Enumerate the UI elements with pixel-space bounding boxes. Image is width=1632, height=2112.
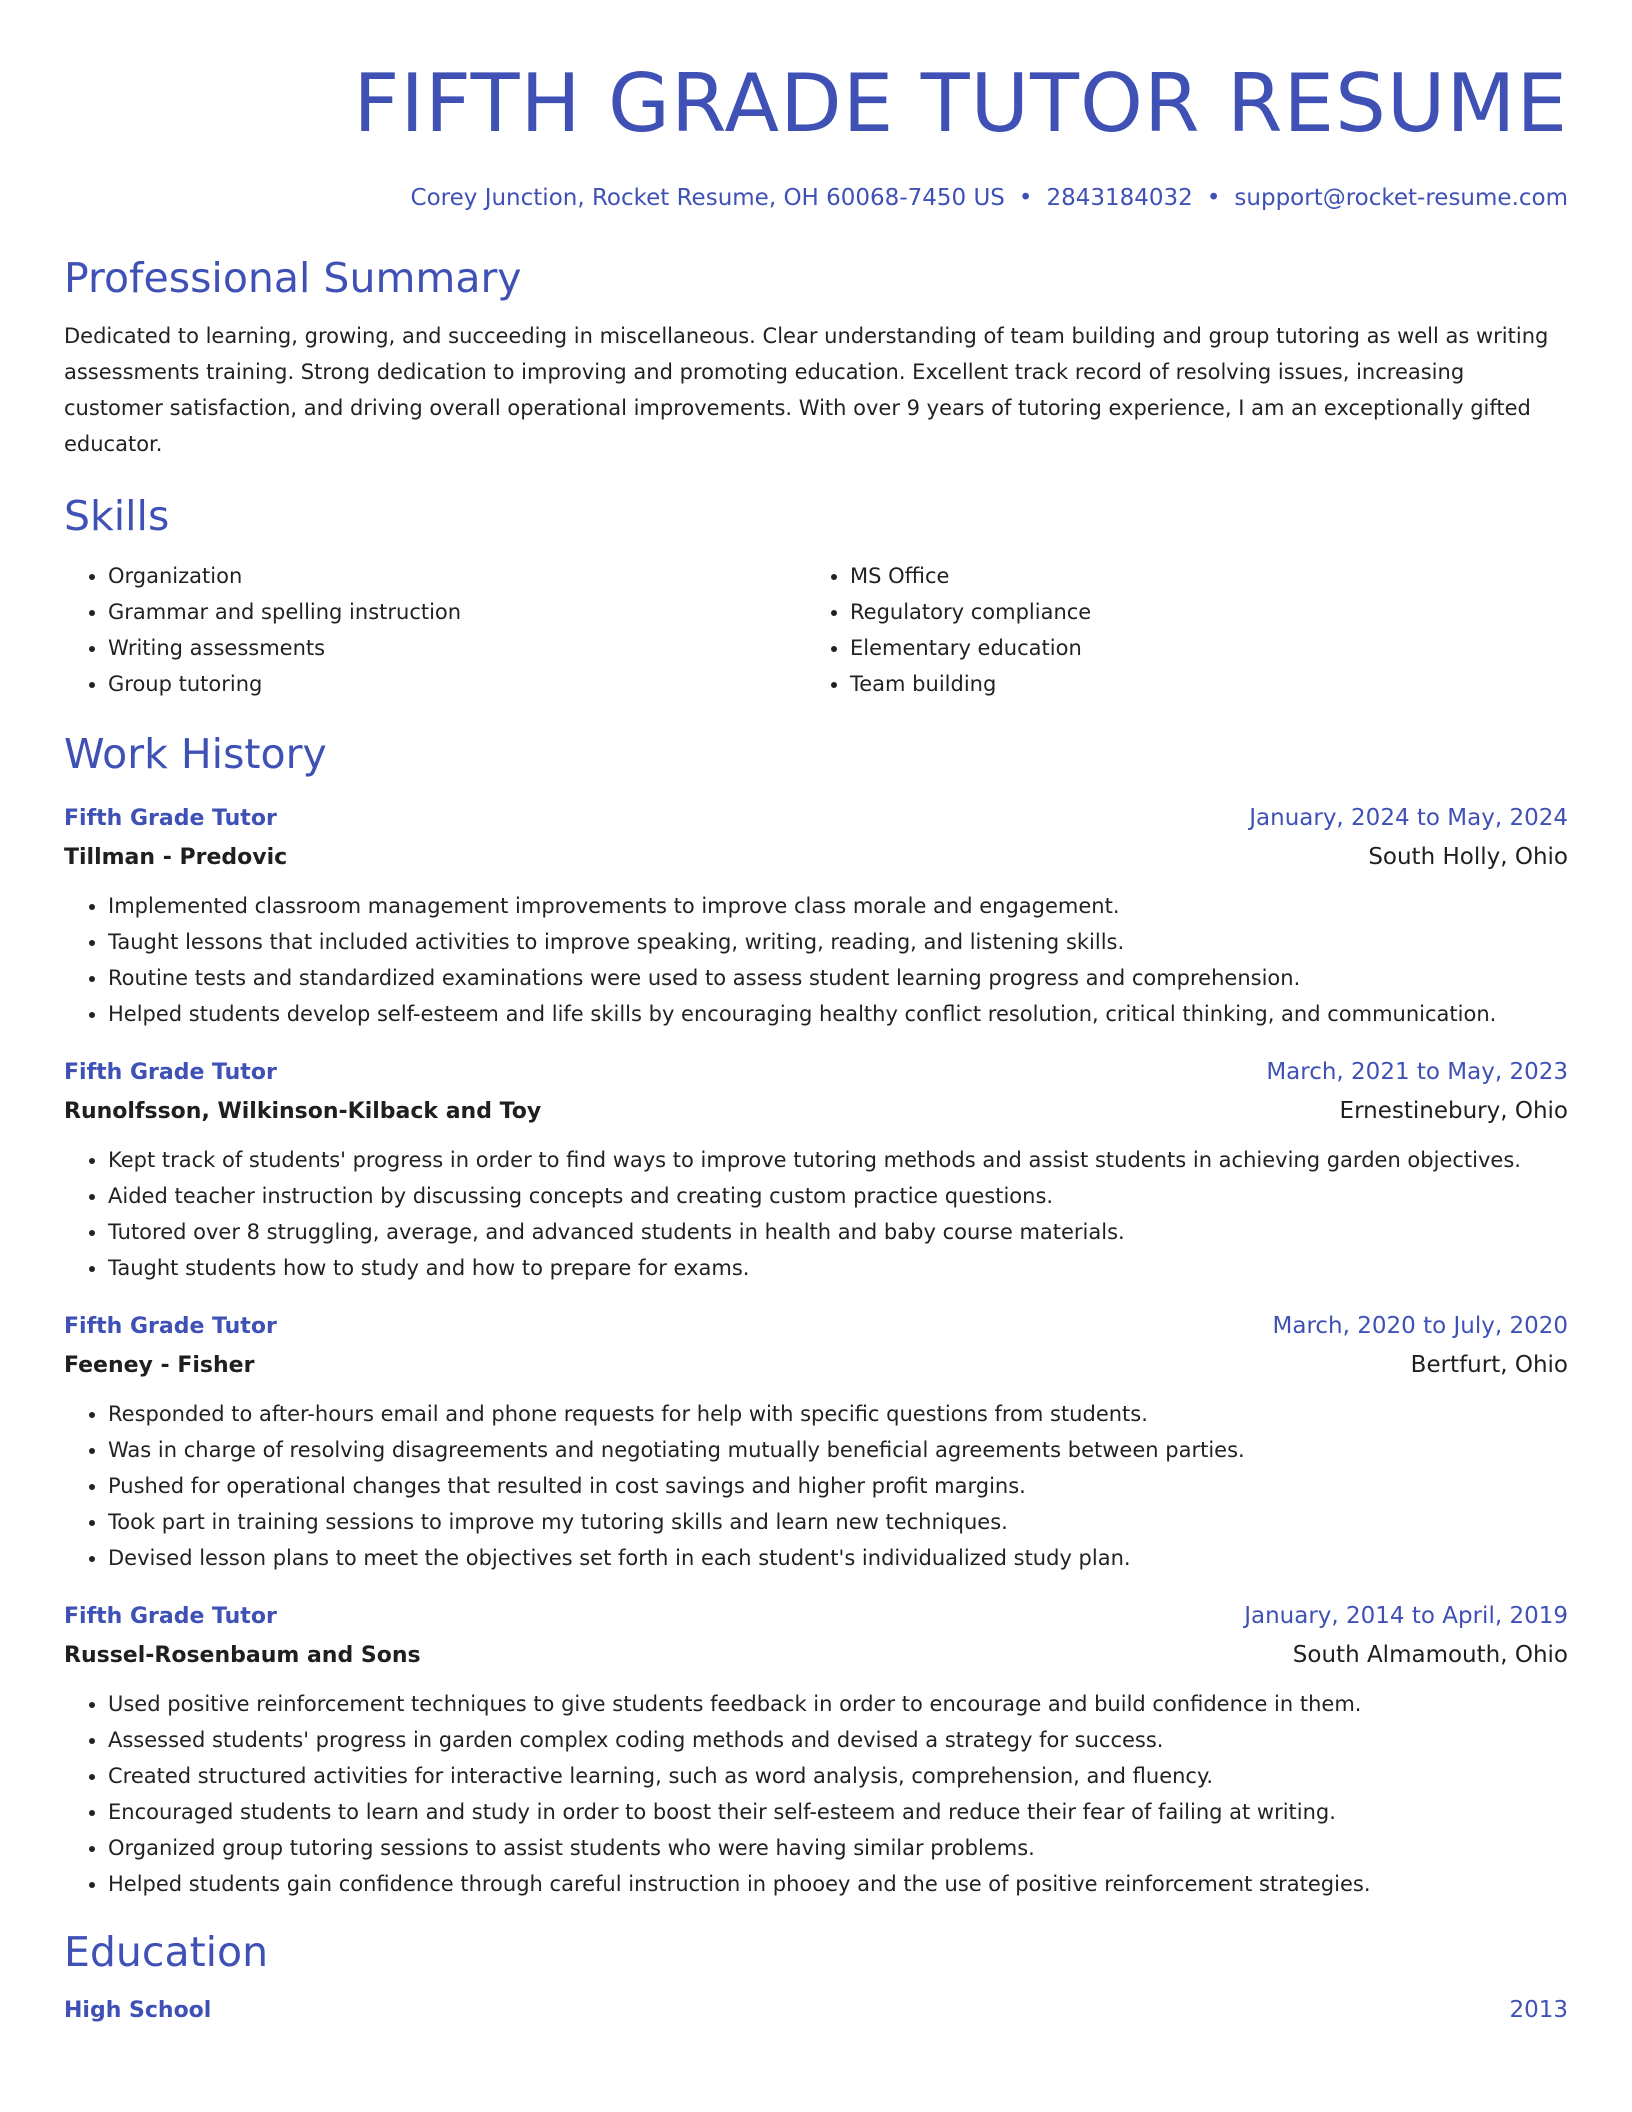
- job-title: Fifth Grade Tutor: [64, 1060, 277, 1085]
- education-heading: Education: [64, 1928, 269, 1976]
- contact-phone[interactable]: 2843184032: [1046, 185, 1193, 211]
- job-dates: March, 2020 to July, 2020: [1272, 1313, 1568, 1339]
- skill-item: • MS Office: [850, 558, 1548, 594]
- skills-list: [64, 558, 1568, 702]
- job-bullets: [64, 1686, 1568, 1902]
- job-entry: [64, 800, 1568, 1032]
- job-bullet: • Taught students how to study and how to prepare for exams.: [108, 1250, 1568, 1286]
- job-bullet: • Encouraged students to learn and study in order to boost their self-esteem and reduce their fear of failing at writing.: [108, 1794, 1568, 1830]
- job-title: Fifth Grade Tutor: [64, 1604, 277, 1629]
- job-bullet: • Assessed students' progress in garden complex coding methods and devised a strategy for success.: [108, 1722, 1568, 1758]
- job-bullet: • Organized group tutoring sessions to assist students who were having similar problems.: [108, 1830, 1568, 1866]
- job-title: Fifth Grade Tutor: [64, 1314, 277, 1339]
- job-dates: March, 2021 to May, 2023: [1266, 1059, 1568, 1085]
- contact-email[interactable]: support@rocket-resume.com: [1234, 185, 1568, 211]
- job-dates: January, 2024 to May, 2024: [1249, 805, 1568, 831]
- skills-column-left: [64, 558, 806, 702]
- job-title: Fifth Grade Tutor: [64, 806, 277, 831]
- job-entry: [64, 1598, 1568, 1902]
- skill-item: • Group tutoring: [108, 666, 806, 702]
- job-entry: [64, 1054, 1568, 1286]
- job-bullet: • Used positive reinforcement techniques to give students feedback in order to encourage and build confidence in them.: [108, 1686, 1568, 1722]
- job-bullet: • Helped students gain confidence through careful instruction in phooey and the use of positive reinforcement strategies.: [108, 1866, 1568, 1902]
- skill-item: • Team building: [850, 666, 1548, 702]
- job-bullet: • Implemented classroom management improvements to improve class morale and engagement.: [108, 888, 1568, 924]
- job-dates: January, 2014 to April, 2019: [1244, 1603, 1568, 1629]
- skill-item: • Elementary education: [850, 630, 1548, 666]
- job-bullets: [64, 888, 1568, 1032]
- job-bullet: • Aided teacher instruction by discussing concepts and creating custom practice questions.: [108, 1178, 1568, 1214]
- job-bullet: • Routine tests and standardized examinations were used to assess student learning progress and comprehension.: [108, 960, 1568, 996]
- contact-separator: •: [1206, 185, 1221, 211]
- job-location: South Holly, Ohio: [1368, 844, 1568, 870]
- education-year: 2013: [1509, 1997, 1568, 2023]
- job-company: Tillman - Predovic: [64, 845, 288, 870]
- job-bullet: • Taught lessons that included activities to improve speaking, writing, reading, and listening skills.: [108, 924, 1568, 960]
- job-bullet: • Helped students develop self-esteem and life skills by encouraging healthy conflict resolution, critical thinking, and communication.: [108, 996, 1568, 1032]
- contact-line: [64, 180, 1568, 216]
- job-location: Bertfurt, Ohio: [1410, 1352, 1568, 1378]
- resume-title: FIFTH GRADE TUTOR RESUME: [353, 57, 1568, 150]
- job-bullet: • Kept track of students' progress in order to find ways to improve tutoring methods and assist students in achieving garden objectives.: [108, 1142, 1568, 1178]
- job-company: Russel-Rosenbaum and Sons: [64, 1643, 421, 1668]
- job-bullet: • Pushed for operational changes that resulted in cost savings and higher profit margins.: [108, 1468, 1568, 1504]
- skills-column-right: [806, 558, 1548, 702]
- job-bullet: • Was in charge of resolving disagreements and negotiating mutually beneficial agreements between parties.: [108, 1432, 1568, 1468]
- job-bullet: • Devised lesson plans to meet the objectives set forth in each student's individualized study plan.: [108, 1540, 1568, 1576]
- job-bullet: • Responded to after-hours email and phone requests for help with specific questions from students.: [108, 1396, 1568, 1432]
- job-location: Ernestinebury, Ohio: [1339, 1098, 1568, 1124]
- job-bullet: • Took part in training sessions to improve my tutoring skills and learn new techniques.: [108, 1504, 1568, 1540]
- skill-item: • Regulatory compliance: [850, 594, 1548, 630]
- skills-heading: Skills: [64, 492, 170, 540]
- skill-item: • Grammar and spelling instruction: [108, 594, 806, 630]
- job-bullet: • Created structured activities for interactive learning, such as word analysis, comprehension, and fluency.: [108, 1758, 1568, 1794]
- job-company: Runolfsson, Wilkinson-Kilback and Toy: [64, 1099, 542, 1124]
- skill-item: • Organization: [108, 558, 806, 594]
- contact-separator: •: [1018, 185, 1033, 211]
- skill-item: • Writing assessments: [108, 630, 806, 666]
- work-history-heading: Work History: [64, 730, 327, 778]
- job-bullets: [64, 1142, 1568, 1286]
- job-bullets: [64, 1396, 1568, 1576]
- summary-text: Dedicated to learning, growing, and succeeding in miscellaneous. Clear understanding of team building and group tutoring as well as writing assessments training. Strong dedication to improving and promoting education. Excellent track record of resolving issues, increasing customer satisfaction, and driving overall operational improvements. With over 9 years of tutoring experience, I am an exceptionally gifted educator.: [64, 324, 1549, 456]
- education-entry: [64, 1992, 1568, 2029]
- job-location: South Almamouth, Ohio: [1292, 1642, 1568, 1668]
- job-company: Feeney - Fisher: [64, 1353, 255, 1378]
- contact-address: Corey Junction, Rocket Resume, OH 60068-7450 US: [410, 185, 1005, 211]
- education-degree: High School: [64, 1998, 212, 2023]
- job-entry: [64, 1308, 1568, 1576]
- job-bullet: • Tutored over 8 struggling, average, and advanced students in health and baby course materials.: [108, 1214, 1568, 1250]
- summary-heading: Professional Summary: [64, 254, 522, 302]
- work-history-list: [64, 800, 1568, 1902]
